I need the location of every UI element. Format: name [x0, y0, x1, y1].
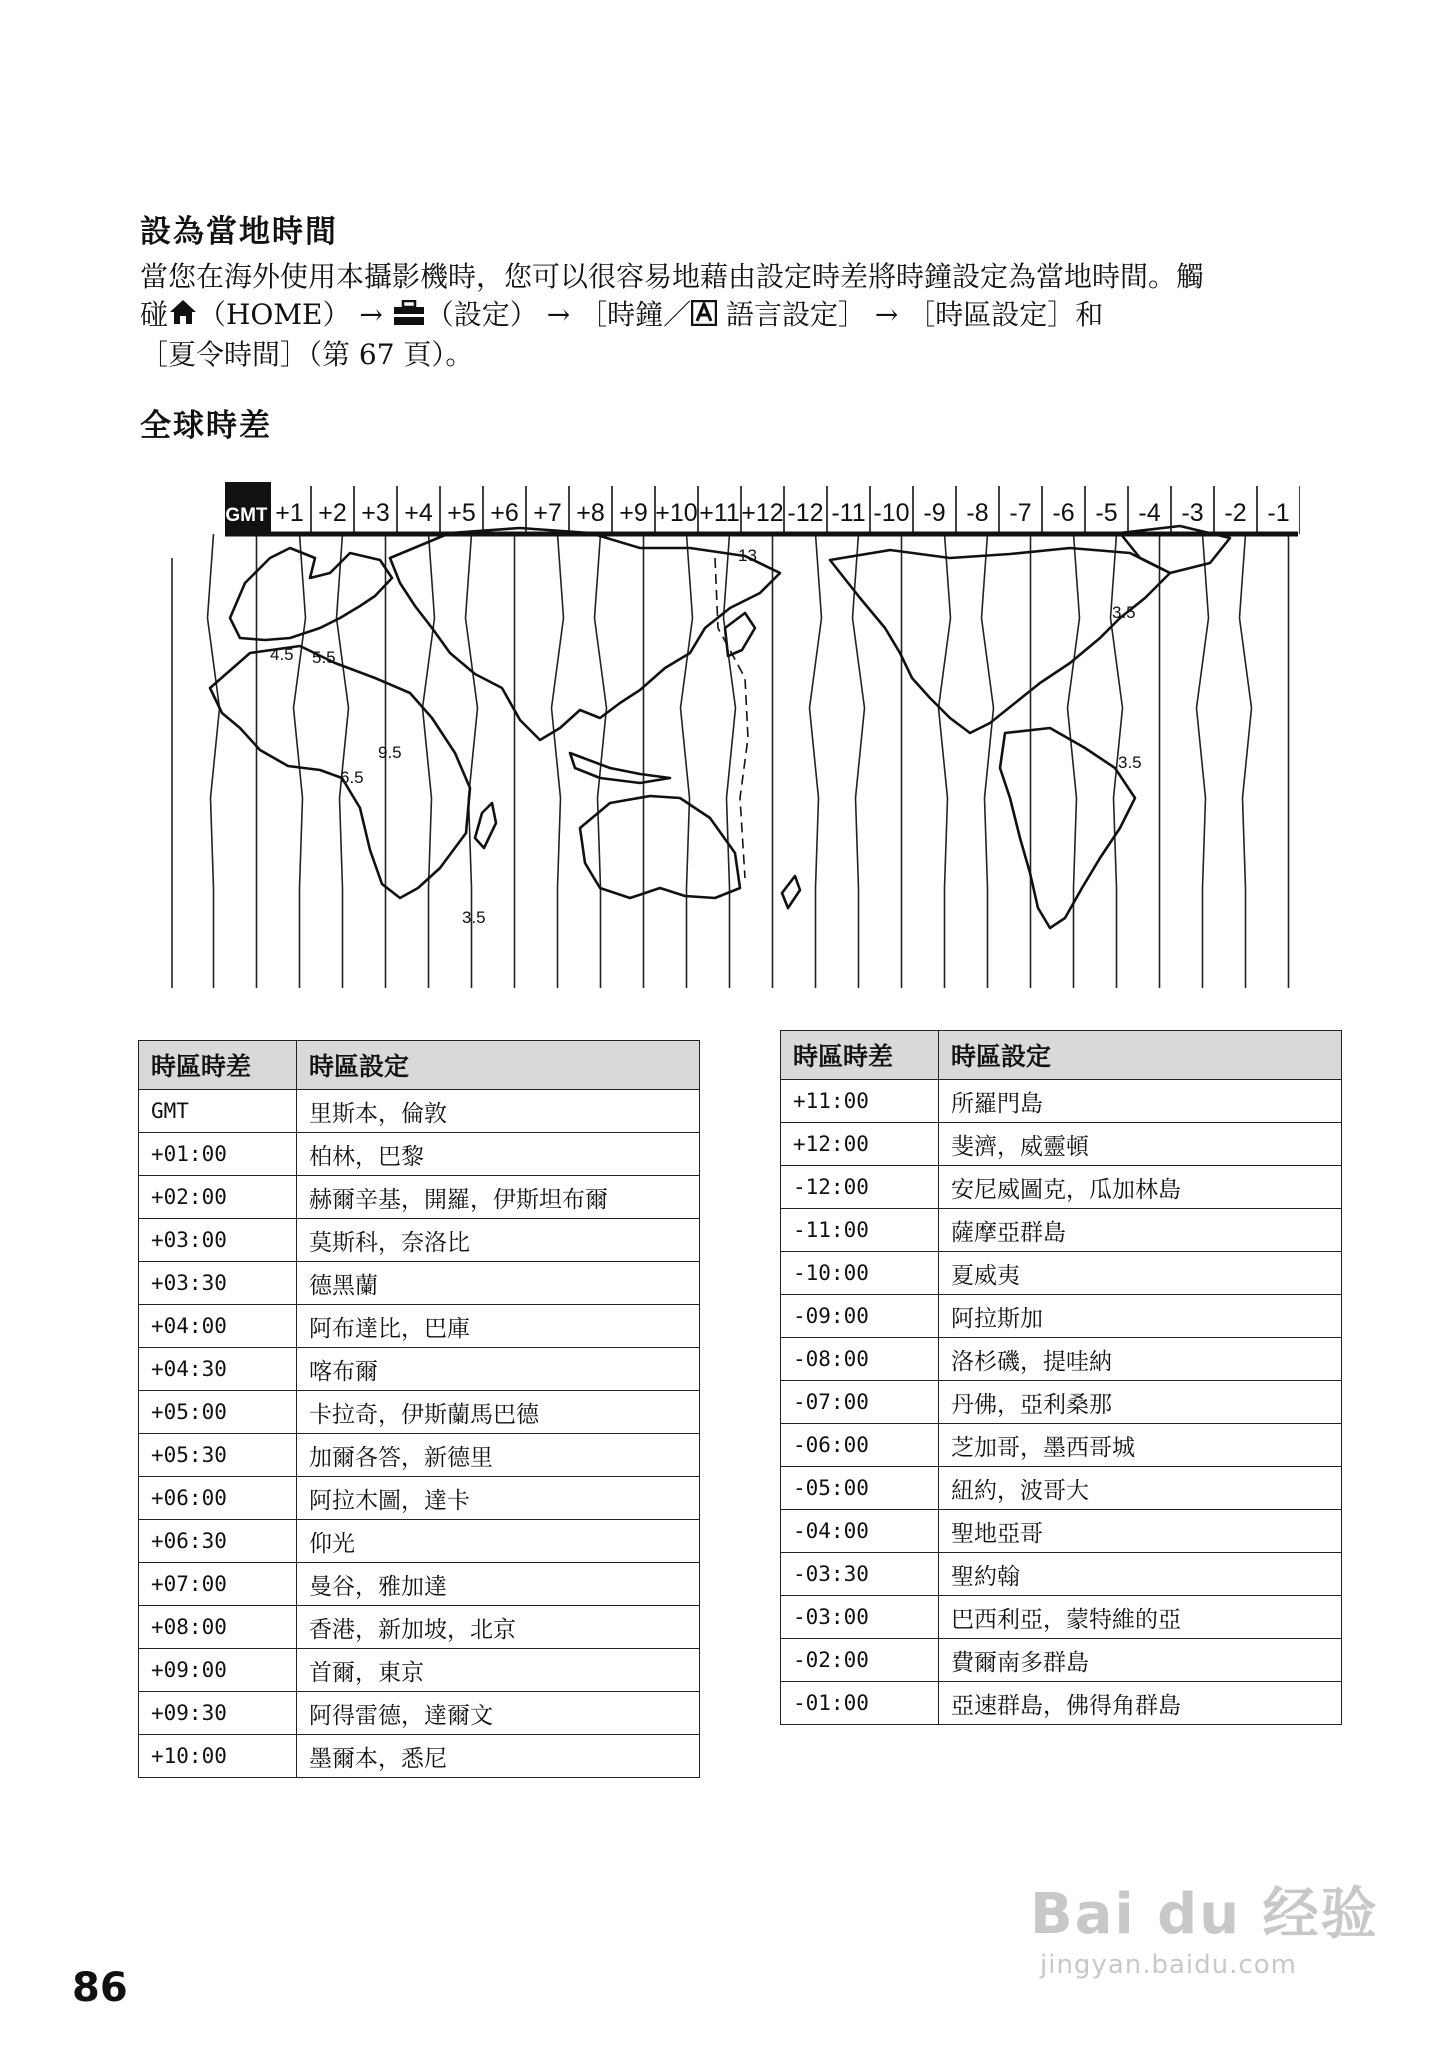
table-row: [781, 1166, 1342, 1209]
timezone-offset-cell: -10:00: [781, 1252, 939, 1295]
timezone-offset-cell: +09:30: [139, 1692, 297, 1735]
table-row: [781, 1295, 1342, 1338]
table-row: [139, 1090, 700, 1133]
table-row: [139, 1348, 700, 1391]
timezone-offset-cell: +03:30: [139, 1262, 297, 1305]
zone-header-label: +3: [361, 499, 390, 527]
timezone-city-cell: 里斯本，倫敦: [297, 1090, 700, 1133]
zone-header-label: -12: [787, 499, 824, 527]
page-number: 86: [72, 1965, 128, 2011]
timezone-city-cell: 柏林，巴黎: [297, 1133, 700, 1176]
timezone-offset-cell: +10:00: [139, 1735, 297, 1778]
timezone-city-cell: 洛杉磯，提哇納: [939, 1338, 1342, 1381]
zone-boundary-line: [681, 534, 693, 988]
zone-offset-label: 6.5: [340, 768, 364, 787]
timezone-city-cell: 芝加哥，墨西哥城: [939, 1424, 1342, 1467]
timezone-offset-cell: -09:00: [781, 1295, 939, 1338]
timezone-offset-cell: +12:00: [781, 1123, 939, 1166]
zone-header-label: +5: [447, 499, 476, 527]
table-row: [781, 1639, 1342, 1682]
timezone-city-cell: 聖地亞哥: [939, 1510, 1342, 1553]
zone-offset-label: 9.5: [378, 743, 402, 762]
zone-header-label: -10: [873, 499, 910, 527]
zone-offset-label: 3.5: [1118, 753, 1142, 772]
table-row: [139, 1176, 700, 1219]
timezone-city-cell: 首爾，東京: [297, 1649, 700, 1692]
japan-outline: [725, 613, 755, 656]
zone-header-label: -11: [831, 499, 866, 527]
zone-boundary-line: [1197, 534, 1209, 988]
table-row: [781, 1510, 1342, 1553]
column-header-setting: 時區設定: [297, 1041, 700, 1090]
table-row: [139, 1692, 700, 1735]
zone-boundary-line: [595, 534, 607, 988]
timezone-offset-cell: +04:00: [139, 1305, 297, 1348]
zone-header-label: -4: [1138, 499, 1161, 527]
asia-outline: [390, 528, 780, 740]
zone-header-label: -1: [1267, 499, 1290, 527]
zone-header-label: +4: [404, 499, 433, 527]
paragraph-line-3: ［夏令時間］（第 67 頁）。: [140, 337, 474, 371]
zone-header-label: -5: [1095, 499, 1118, 527]
table-row: [781, 1338, 1342, 1381]
timezone-city-cell: 仰光: [297, 1520, 700, 1563]
timezone-offset-cell: +07:00: [139, 1563, 297, 1606]
zone-offset-label: 5.5: [312, 648, 336, 667]
timezone-city-cell: 亞速群島，佛得角群島: [939, 1682, 1342, 1725]
table-row: [139, 1391, 700, 1434]
timezone-offset-cell: -02:00: [781, 1639, 939, 1682]
table-row: [781, 1080, 1342, 1123]
timezone-offset-cell: +05:30: [139, 1434, 297, 1477]
north-america-outline: [830, 548, 1170, 733]
paragraph-line-2: 碰 （HOME） → （設定） → ［時鐘／ 語言設定］ → ［時區設定］和: [140, 296, 1340, 336]
table-row: [781, 1209, 1342, 1252]
timezone-offset-cell: -08:00: [781, 1338, 939, 1381]
timezone-offset-cell: -04:00: [781, 1510, 939, 1553]
timezone-city-cell: 夏威夷: [939, 1252, 1342, 1295]
zone-boundary-line: [552, 534, 564, 988]
zone-boundary-line: [208, 534, 220, 988]
zone-header-label: +10: [655, 499, 698, 527]
timezone-city-cell: 紐約，波哥大: [939, 1467, 1342, 1510]
table-row: [781, 1596, 1342, 1639]
zone-header-label: -8: [966, 499, 989, 527]
europe-outline: [230, 548, 392, 640]
zone-header-label: +2: [318, 499, 347, 527]
timezone-offset-cell: +06:00: [139, 1477, 297, 1520]
language-a-icon: [691, 298, 717, 336]
table-row: [139, 1606, 700, 1649]
zone-header-label: +8: [576, 499, 605, 527]
timezone-offset-cell: -07:00: [781, 1381, 939, 1424]
zone-boundary-line: [337, 534, 349, 988]
zone-header-label: GMT: [225, 505, 268, 526]
timezone-offset-cell: GMT: [139, 1090, 297, 1133]
timezone-city-cell: 曼谷，雅加達: [297, 1563, 700, 1606]
timezone-city-cell: 莫斯科，奈洛比: [297, 1219, 700, 1262]
timezone-offset-cell: -12:00: [781, 1166, 939, 1209]
timezone-offset-cell: +02:00: [139, 1176, 297, 1219]
zone-boundary-line: [982, 534, 994, 988]
zone-header-label: +9: [619, 499, 648, 527]
section-heading-world-time: 全球時差: [140, 408, 272, 444]
zone-header-label: +12: [741, 499, 784, 527]
table-row: [781, 1252, 1342, 1295]
zone-offset-label: 13: [738, 546, 757, 565]
table-row: [139, 1434, 700, 1477]
table-row: [139, 1262, 700, 1305]
timezone-city-cell: 德黑蘭: [297, 1262, 700, 1305]
timezone-offset-cell: +01:00: [139, 1133, 297, 1176]
zone-header-label: -2: [1224, 499, 1247, 527]
zone-header-label: -6: [1052, 499, 1075, 527]
timezone-city-cell: 阿布達比，巴庫: [297, 1305, 700, 1348]
zone-boundary-line: [939, 534, 951, 988]
zone-header-label: -9: [923, 499, 946, 527]
timezone-offset-cell: +08:00: [139, 1606, 297, 1649]
zone-offset-label: 4.5: [270, 645, 294, 664]
instruction-paragraph: [140, 258, 1340, 374]
timezone-offset-cell: -03:00: [781, 1596, 939, 1639]
table-row: [781, 1553, 1342, 1596]
timezone-offset-cell: +04:30: [139, 1348, 297, 1391]
toolbox-settings-icon: [392, 298, 426, 336]
table-row: [139, 1477, 700, 1520]
timezone-offset-cell: -03:30: [781, 1553, 939, 1596]
watermark-main: Bai du 经验: [1030, 1882, 1379, 1947]
timezone-offset-cell: -05:00: [781, 1467, 939, 1510]
timezone-table-right: [780, 1030, 1342, 1725]
zone-boundary-line: [1240, 534, 1252, 988]
timezone-offset-cell: +06:30: [139, 1520, 297, 1563]
timezone-offset-cell: +11:00: [781, 1080, 939, 1123]
timezone-city-cell: 喀布爾: [297, 1348, 700, 1391]
timezone-offset-cell: -06:00: [781, 1424, 939, 1467]
home-icon: [168, 298, 198, 336]
timezone-city-cell: 赫爾辛基，開羅，伊斯坦布爾: [297, 1176, 700, 1219]
table-row: [139, 1219, 700, 1262]
timezone-offset-cell: +05:00: [139, 1391, 297, 1434]
timezone-city-cell: 巴西利亞，蒙特維的亞: [939, 1596, 1342, 1639]
column-header-offset: 時區時差: [781, 1031, 939, 1080]
column-header-offset: 時區時差: [139, 1041, 297, 1090]
table-row: [781, 1381, 1342, 1424]
zone-boundary-line: [810, 534, 822, 988]
zone-header-label: +7: [533, 499, 562, 527]
zone-offset-label: 3.5: [1112, 603, 1136, 622]
table-row: [139, 1133, 700, 1176]
timezone-offset-cell: -11:00: [781, 1209, 939, 1252]
indonesia-outline: [570, 753, 670, 783]
timezone-city-cell: 加爾各答，新德里: [297, 1434, 700, 1477]
zone-header-label: -3: [1181, 499, 1204, 527]
timezone-city-cell: 所羅門島: [939, 1080, 1342, 1123]
table-row: [781, 1424, 1342, 1467]
timezone-offset-cell: -01:00: [781, 1682, 939, 1725]
zone-header-label: +11: [699, 499, 740, 527]
table-row: [139, 1305, 700, 1348]
zone-boundary-line: [294, 534, 306, 988]
table-row: [139, 1649, 700, 1692]
table-row: [139, 1520, 700, 1563]
timezone-city-cell: 阿拉斯加: [939, 1295, 1342, 1338]
timezone-table-left: [138, 1040, 700, 1778]
timezone-city-cell: 墨爾本，悉尼: [297, 1735, 700, 1778]
timezone-city-cell: 薩摩亞群島: [939, 1209, 1342, 1252]
timezone-city-cell: 聖約翰: [939, 1553, 1342, 1596]
table-row: [139, 1735, 700, 1778]
timezone-city-cell: 阿得雷德，達爾文: [297, 1692, 700, 1735]
world-time-zone-map: [170, 478, 1300, 990]
zone-header-label: -7: [1009, 499, 1032, 527]
paragraph-line-1: 當您在海外使用本攝影機時，您可以很容易地藉由設定時差將時鐘設定為當地時間。觸: [140, 260, 1205, 293]
zone-boundary-line: [423, 534, 435, 988]
timezone-city-cell: 卡拉奇，伊斯蘭馬巴德: [297, 1391, 700, 1434]
zone-offset-label: 3.5: [462, 908, 486, 927]
column-header-setting: 時區設定: [939, 1031, 1342, 1080]
zone-boundary-line: [1068, 534, 1080, 988]
timezone-city-cell: 阿拉木圖，達卡: [297, 1477, 700, 1520]
table-row: [139, 1563, 700, 1606]
zone-header-label: +1: [275, 499, 304, 527]
table-row: [781, 1123, 1342, 1166]
section-heading-local-time: 設為當地時間: [140, 214, 338, 250]
timezone-offset-cell: +03:00: [139, 1219, 297, 1262]
zone-header-label: +6: [490, 499, 519, 527]
watermark-sub: jingyan.baidu.com: [1040, 1950, 1297, 1980]
zone-boundary-line: [724, 534, 736, 988]
table-row: [781, 1467, 1342, 1510]
timezone-city-cell: 丹佛，亞利桑那: [939, 1381, 1342, 1424]
baidu-watermark: [1030, 1870, 1379, 1980]
table-row: [781, 1682, 1342, 1725]
australia-outline: [580, 796, 740, 898]
new-zealand-outline: [782, 876, 800, 908]
madagascar-outline: [475, 803, 496, 848]
timezone-city-cell: 費爾南多群島: [939, 1639, 1342, 1682]
timezone-city-cell: 斐濟，威靈頓: [939, 1123, 1342, 1166]
timezone-offset-cell: +09:00: [139, 1649, 297, 1692]
timezone-city-cell: 香港，新加坡，北京: [297, 1606, 700, 1649]
timezone-city-cell: 安尼威圖克，瓜加林島: [939, 1166, 1342, 1209]
